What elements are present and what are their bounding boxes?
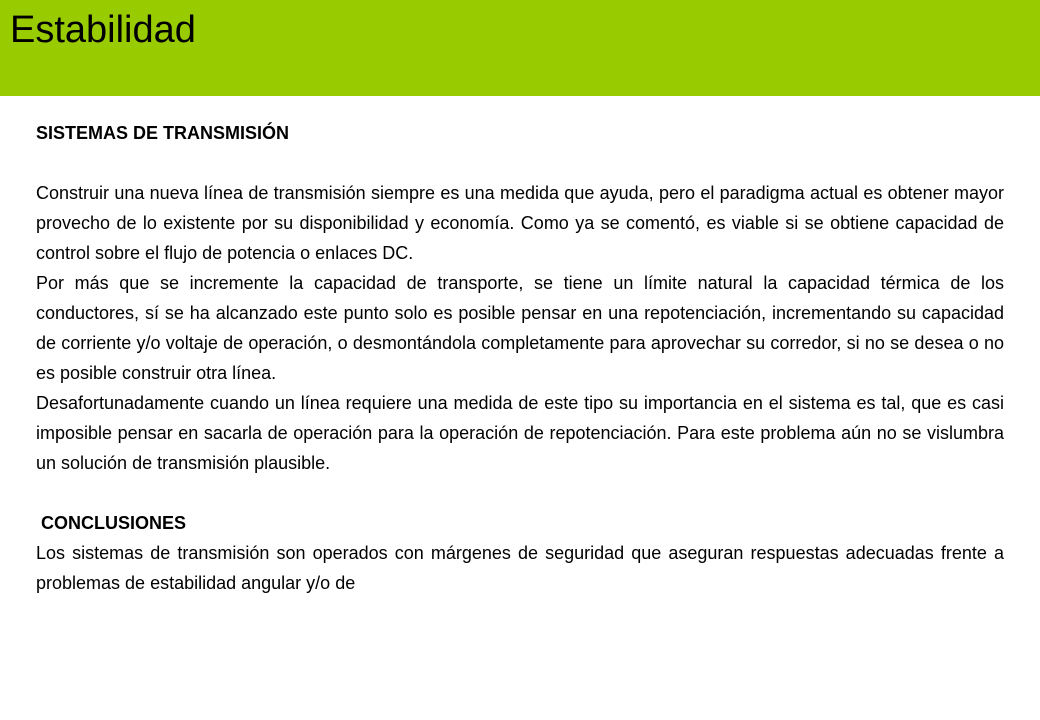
paragraph: Construir una nueva línea de transmisión siempre es una medida que ayuda, pero el paradigma actual es obtener mayor provecho de lo existente por su disponibilidad y economía. Como ya se comentó, es viable si se obtiene capacidad de control sobre el flujo de potencia o enlaces DC. <box>36 183 1004 263</box>
paragraph: Los sistemas de transmisión son operados con márgenes de seguridad que aseguran respuestas adecuadas frente a problemas de estabilidad angular y/o de <box>36 543 1004 593</box>
paragraph: Por más que se incremente la capacidad de transporte, se tiene un límite natural la capacidad térmica de los conductores, sí se ha alcanzado este punto solo es posible pensar en una repotenciación, incrementando su capacidad de corriente y/o voltaje de operación, o desmontándola completamente para aprovechar su corredor, si no se desea o no es posible construir otra línea. <box>36 273 1004 383</box>
title-bar <box>0 0 1040 96</box>
section-heading-conclusions: CONCLUSIONES <box>36 513 187 533</box>
spacer <box>36 148 1004 178</box>
paragraph: Desafortunadamente cuando un línea requiere una medida de este tipo su importancia en el sistema es tal, que es casi imposible pensar en sacarla de operación para la operación de repotenciación. Para este problema aún no se vislumbra un solución de transmisión plausible. <box>36 393 1004 473</box>
section-heading-transmission: SISTEMAS DE TRANSMISIÓN <box>36 123 290 143</box>
page-title: Estabilidad <box>10 9 196 51</box>
spacer <box>36 478 1004 508</box>
slide-body <box>36 118 1004 598</box>
